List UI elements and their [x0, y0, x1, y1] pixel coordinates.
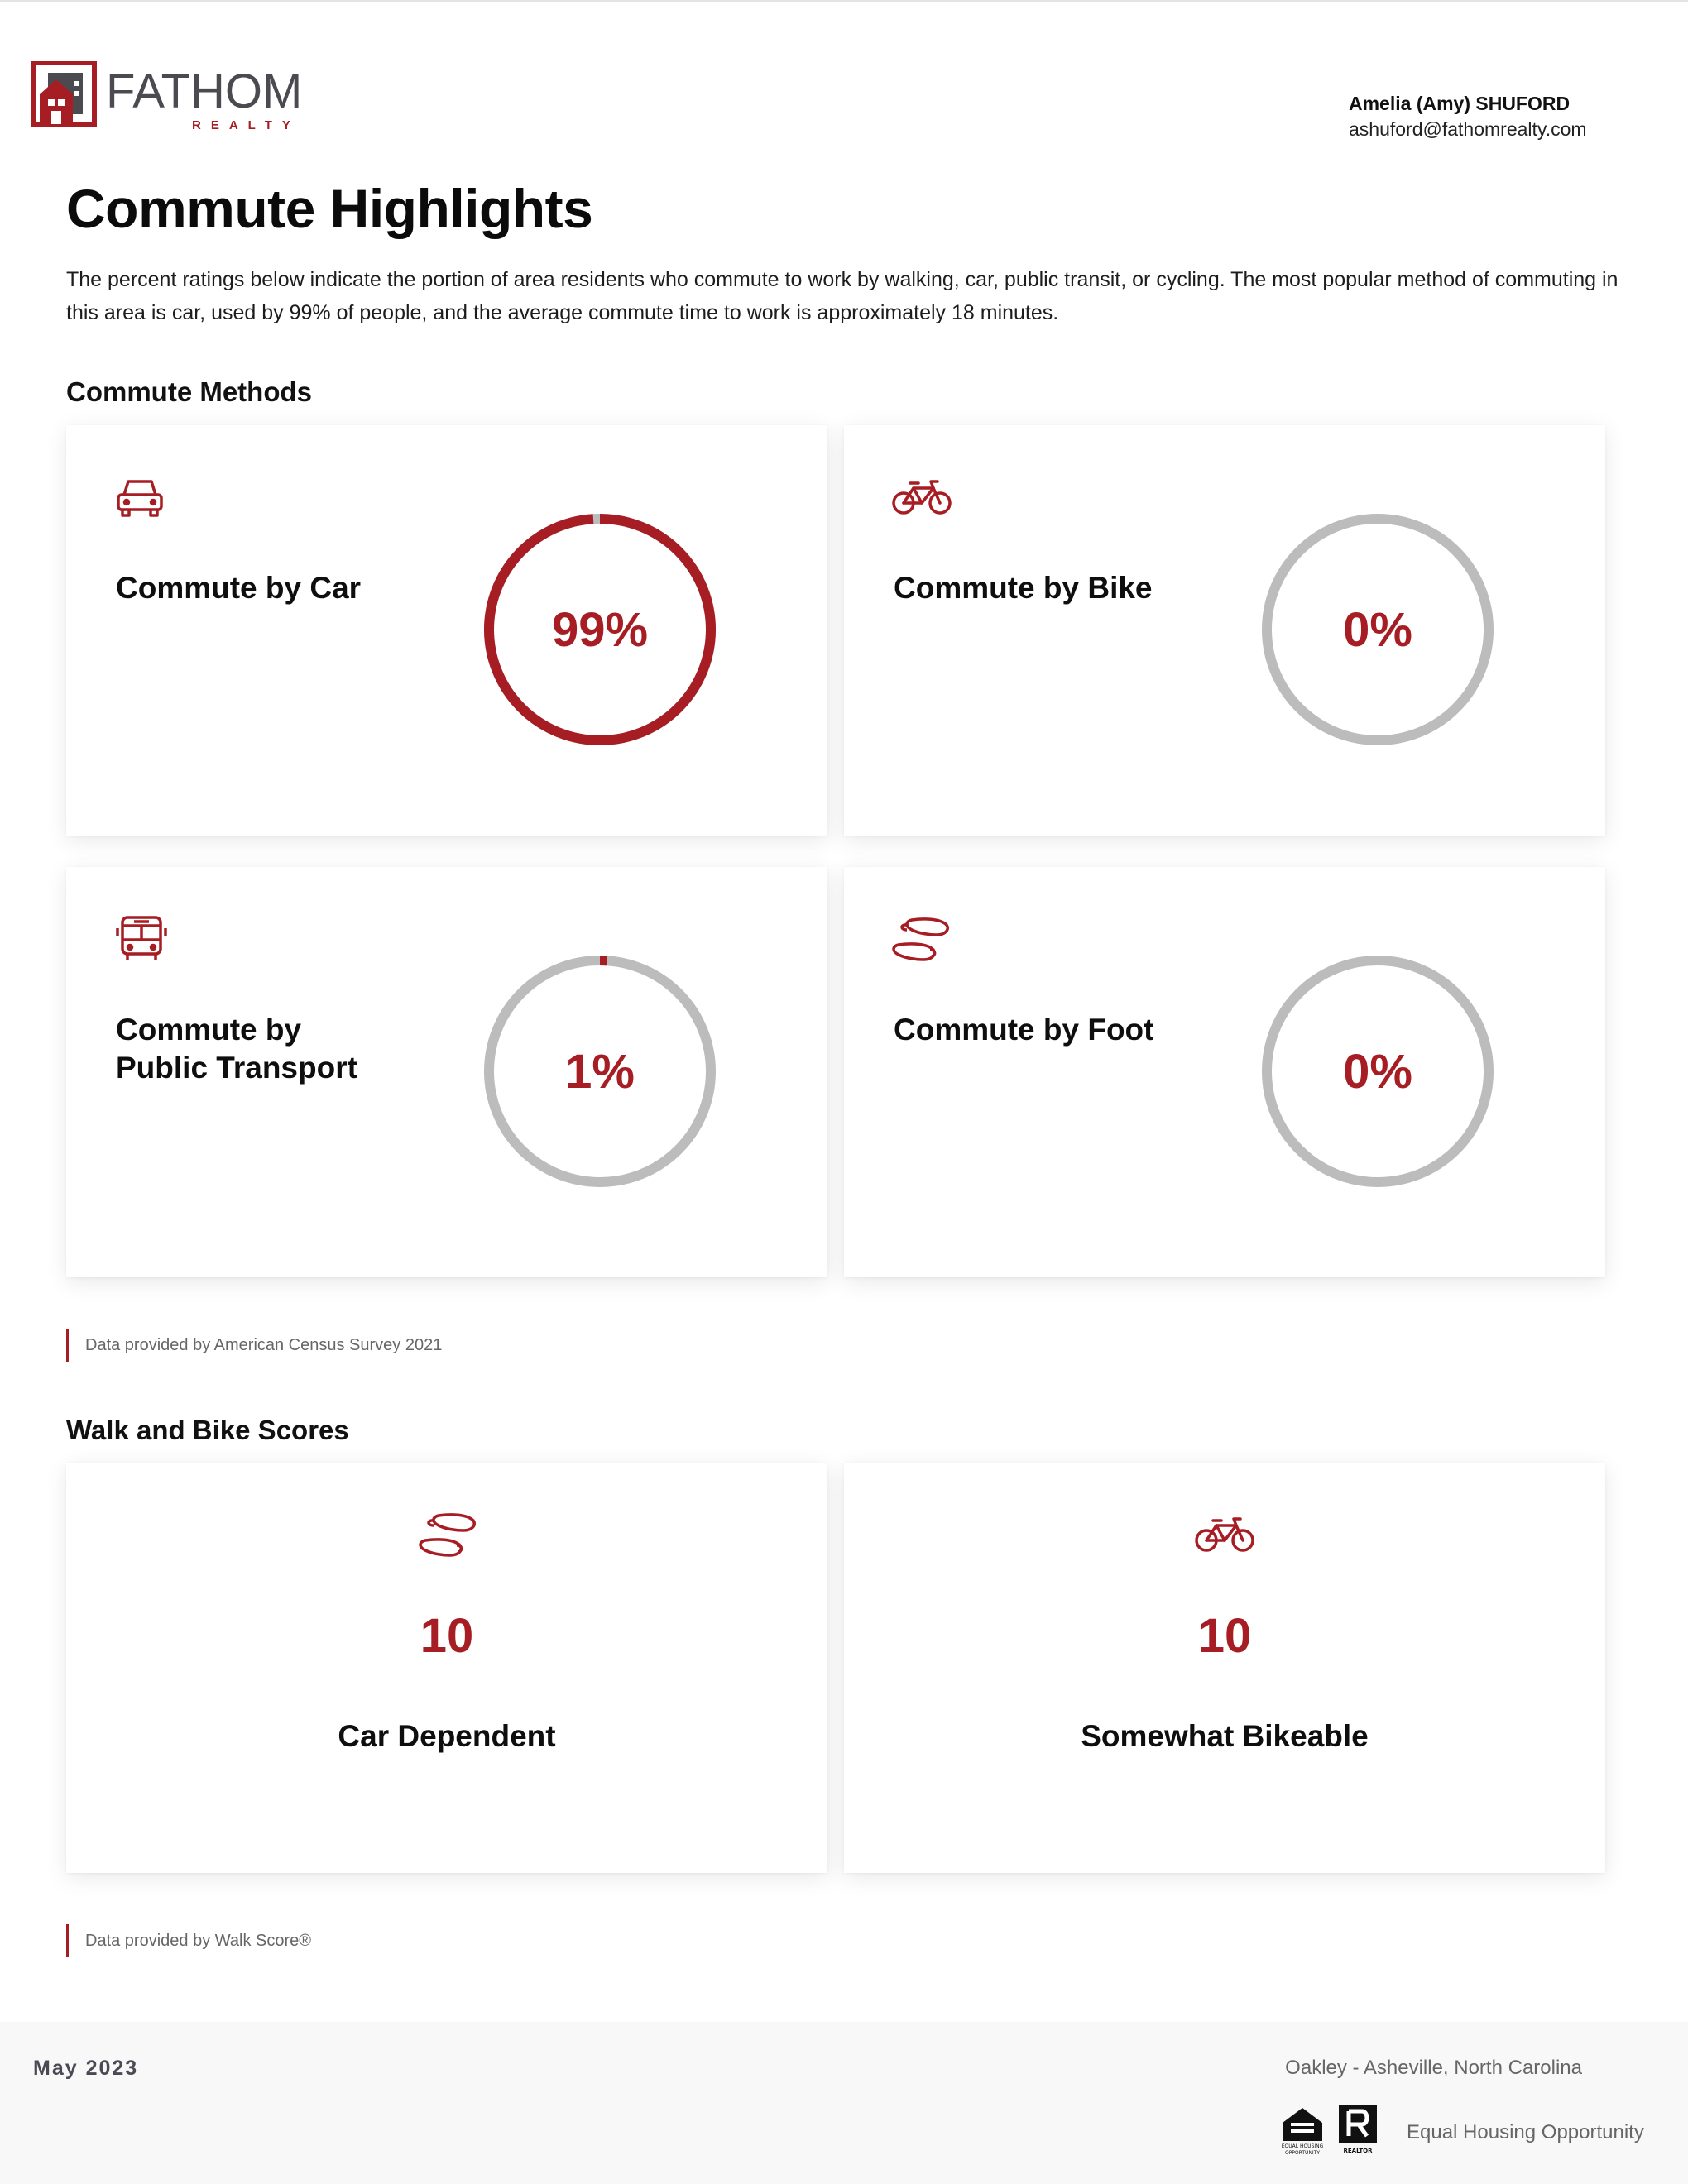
car-icon: [116, 477, 164, 522]
agent-email[interactable]: ashuford@fathomrealty.com: [1349, 118, 1587, 140]
commute-label: [116, 1011, 357, 1087]
walk-score-label: Car Dependent: [338, 1719, 556, 1753]
page-footer: [0, 2022, 1688, 2184]
page-title: Commute Highlights: [66, 178, 593, 239]
brand-name: FATHOM: [106, 65, 303, 118]
fathom-logo: [31, 61, 362, 129]
realtor-icon: [1339, 2105, 1377, 2154]
footprints-icon: [417, 1512, 480, 1563]
agent-name: Amelia (Amy) SHUFORD: [1349, 93, 1571, 114]
intro-paragraph: The percent ratings below indicate the portion of area residents who commute to work by walking, car, public transit, or cycling. The most popular method of commuting in this area is car, used by 99% of people, and the average commute time to work is approximately 18 minutes.: [66, 268, 1618, 324]
equal-housing-icon: [1282, 2108, 1324, 2156]
donut-foot: [1258, 951, 1498, 1191]
donut-transit: [480, 951, 720, 1191]
commute-data-source: Data provided by American Census Survey 2021: [66, 1329, 442, 1362]
eho-text-2: OPPORTUNITY: [1284, 2150, 1321, 2156]
percent-value: 99%: [551, 602, 649, 657]
walk-score-card: [66, 1463, 827, 1873]
top-rule: [0, 0, 1688, 2]
commute-card-transit: [66, 867, 827, 1277]
bus-icon: [116, 915, 167, 967]
bike-score-card: [844, 1463, 1605, 1873]
realtor-text: REALTOR: [1343, 2148, 1373, 2154]
eho-text-1: EQUAL HOUSING: [1281, 2143, 1324, 2149]
equal-housing-text: Equal Housing Opportunity: [1407, 2121, 1644, 2143]
brand-sub: REALTY: [192, 118, 300, 129]
location: Oakley - Asheville, North Carolina: [1285, 2057, 1582, 2079]
report-date: May 2023: [33, 2057, 139, 2080]
walk-bike-scores-heading: Walk and Bike Scores: [66, 1415, 349, 1445]
commute-label: Commute by Bike: [894, 571, 1153, 605]
bike-score-value: 10: [1197, 1609, 1252, 1663]
commute-label: Commute by Foot: [894, 1013, 1154, 1046]
commute-card-car: [66, 425, 827, 836]
donut-bike: [1258, 510, 1498, 750]
walk-score-value: 10: [420, 1609, 474, 1663]
bike-icon: [1195, 1516, 1254, 1558]
commute-card-bike: [844, 425, 1605, 836]
equal-housing-logos: [1279, 2101, 1395, 2162]
percent-value: 0%: [1343, 1044, 1412, 1099]
commute-label: Commute by Car: [116, 571, 362, 605]
commute-card-foot: [844, 867, 1605, 1277]
footprints-icon: [890, 917, 953, 967]
label-line-1: Commute by: [116, 1013, 302, 1046]
scores-data-source: Data provided by Walk Score®: [66, 1924, 311, 1957]
bike-score-label: Somewhat Bikeable: [1081, 1719, 1369, 1753]
percent-value: 1%: [565, 1044, 635, 1099]
agent-info: [1349, 91, 1622, 142]
label-line-2: Public Transport: [116, 1051, 357, 1085]
bike-icon: [892, 478, 952, 520]
donut-car: [480, 510, 720, 750]
commute-methods-heading: Commute Methods: [66, 376, 312, 407]
percent-value: 0%: [1343, 602, 1412, 657]
